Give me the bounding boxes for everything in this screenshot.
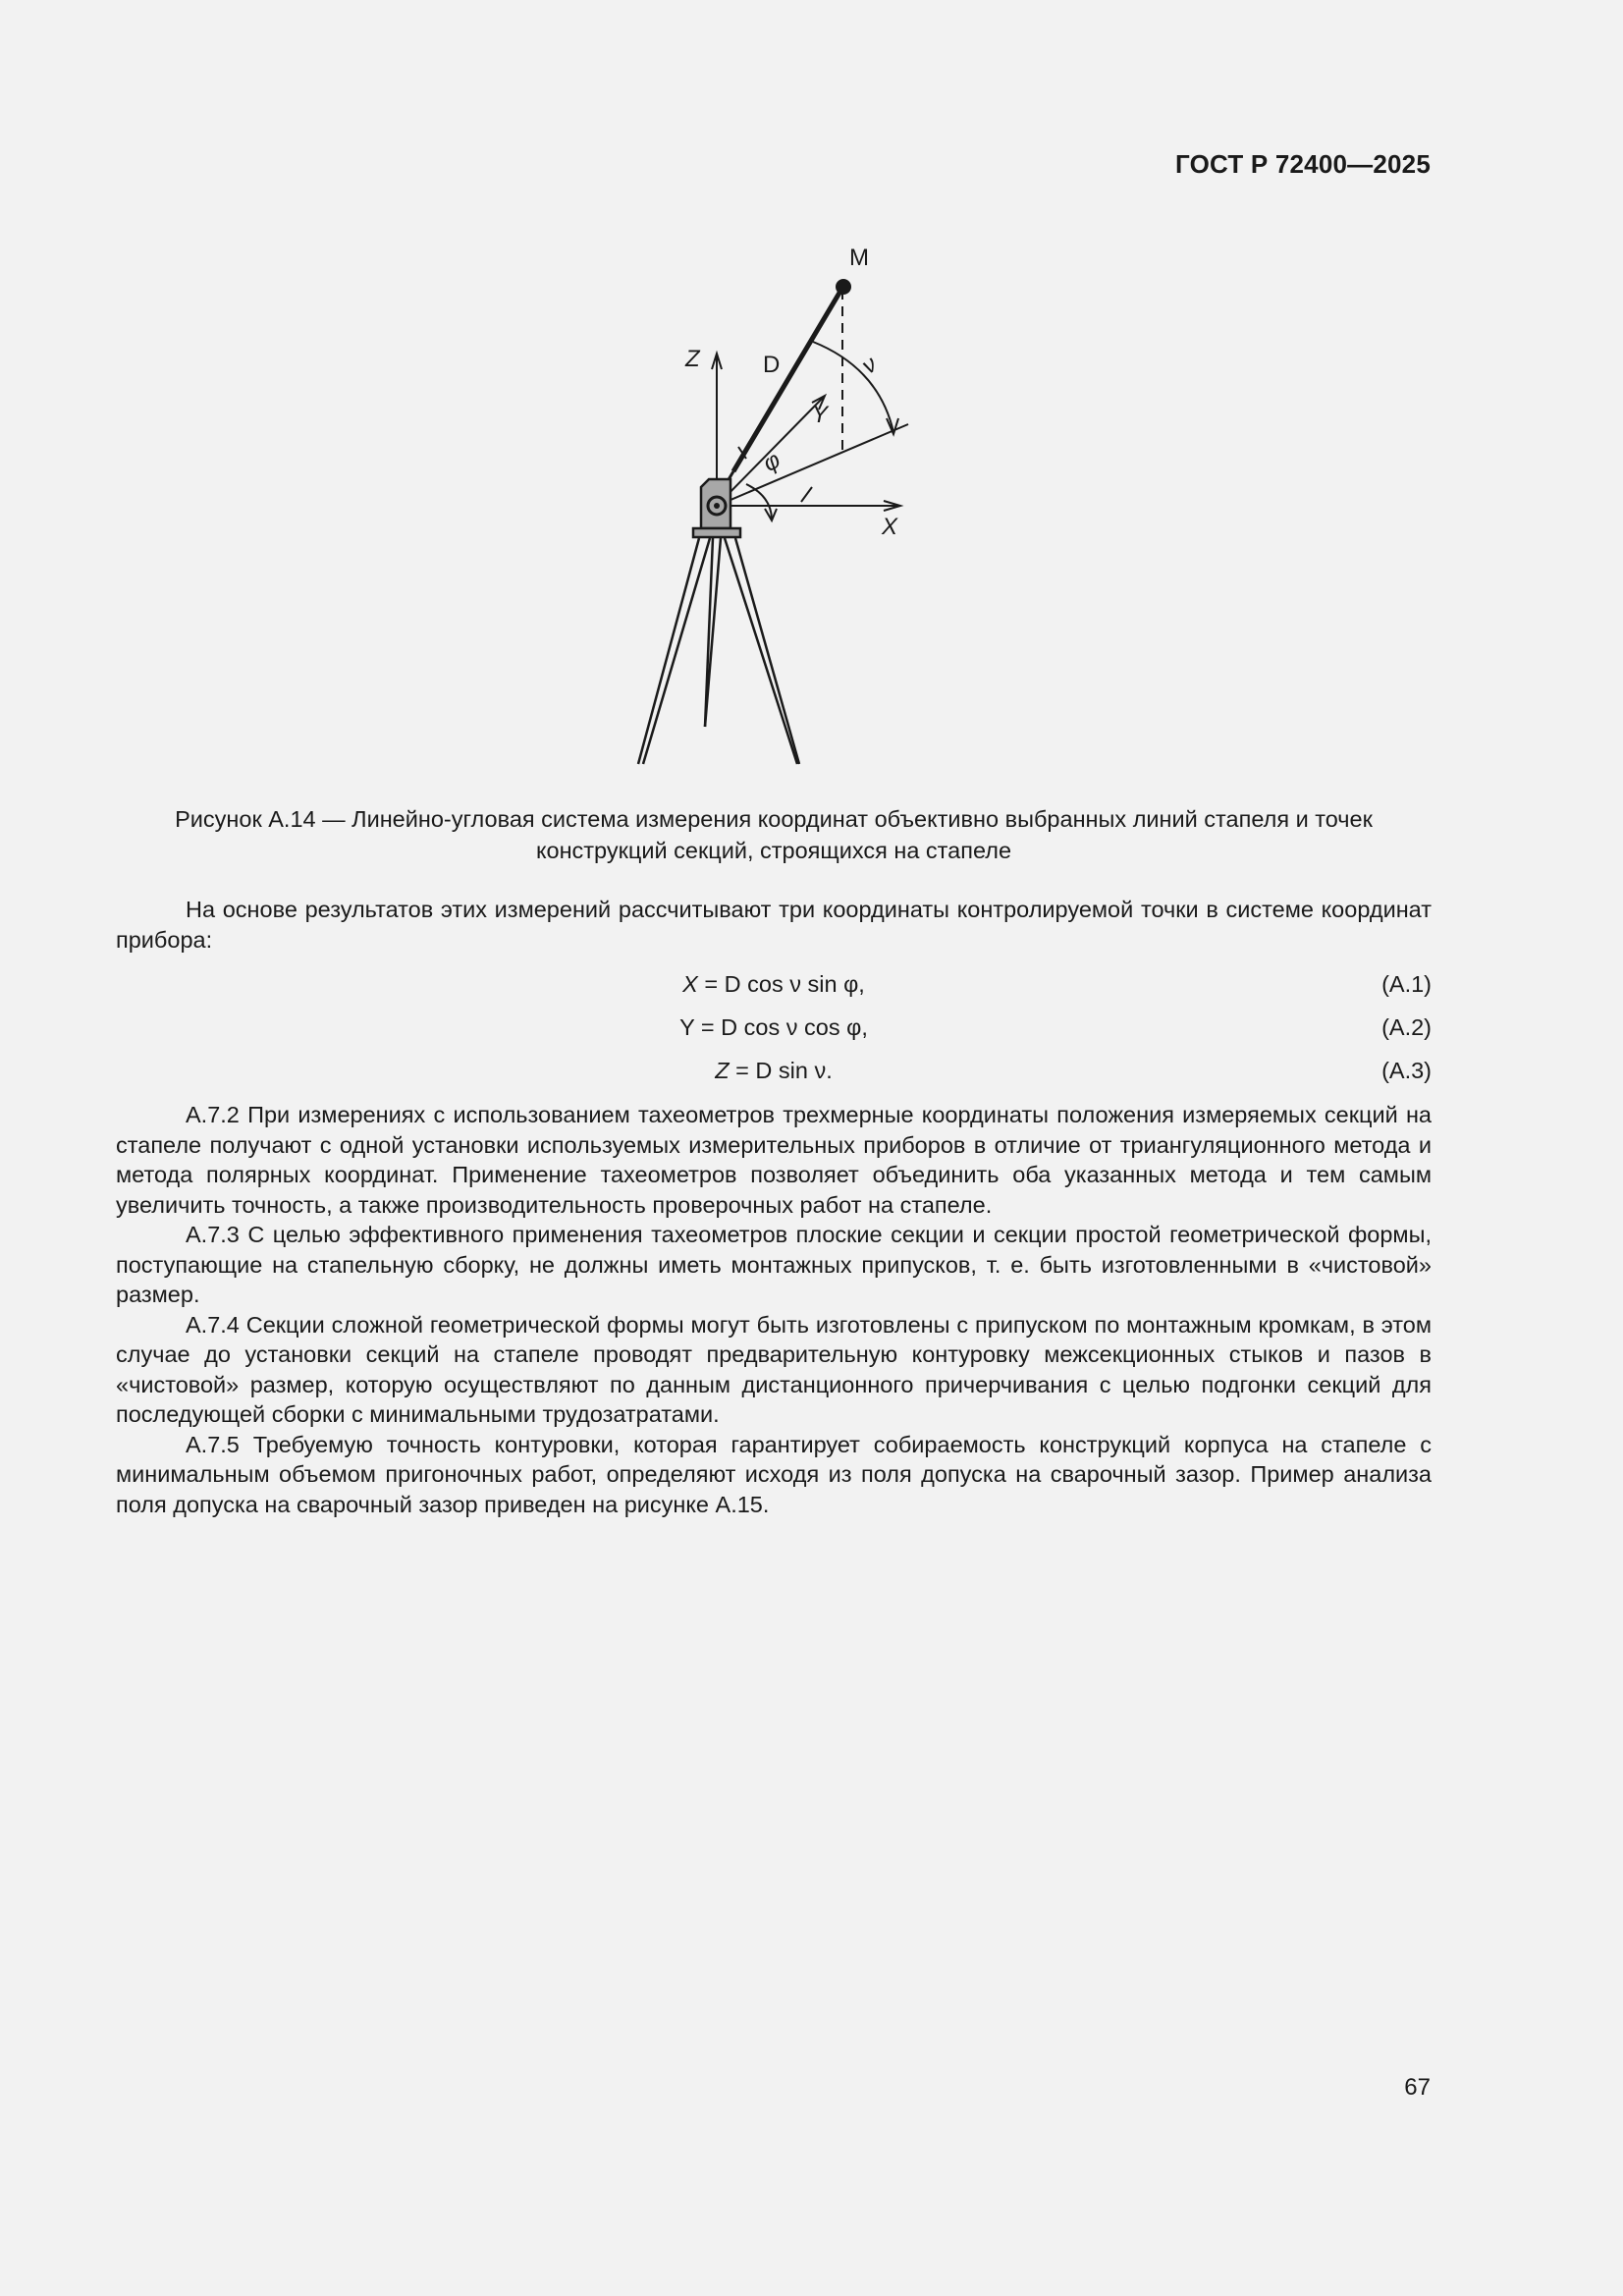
formula-variable: Z: [715, 1058, 730, 1083]
caption-line-2: конструкций секций, строящихся на стапеле: [535, 838, 1012, 863]
paragraph-a-7-5: А.7.5 Требуемую точность контуровки, которая гарантирует собираемость конструкций корпуса на стапеле с минимальным объемом пригоночных работ, определяют исходя из поля допуска на сварочный зазор. Пример анализа поля допуска на сварочный зазор приведен на рисунке А.15.: [116, 1431, 1432, 1517]
point-m: [836, 279, 851, 295]
formula-expression: [116, 969, 1432, 999]
figure-caption: [116, 803, 1432, 866]
label-phi: φ: [758, 446, 785, 477]
formula-a2: [116, 1012, 1432, 1056]
document-header: ГОСТ Р 72400—2025: [1175, 149, 1431, 179]
formula-rhs: = D cos ν sin φ,: [697, 971, 865, 997]
formula-number: (А.2): [1381, 1014, 1432, 1040]
intro-text: На основе результатов этих измерений рассчитывают три координаты контролируемой точки в системе координат прибора:: [116, 897, 1432, 953]
label-y: Y: [812, 402, 829, 428]
body-paragraphs: [116, 1100, 1432, 1519]
paragraph-a-7-3: А.7.3 С целью эффективного применения тахеометров плоские секции и секции простой геометрической формы, поступающие на стапельную сборку, не должны иметь монтажных припусков, т. е. быть изготовленными в «чистовой» размер.: [116, 1222, 1432, 1307]
lens-center: [714, 503, 720, 509]
formula-expression: [116, 1056, 1432, 1085]
formula-block: [116, 969, 1432, 1099]
formula-number: (А.1): [1381, 971, 1432, 997]
projection-line: [717, 424, 908, 506]
formula-variable: Y: [679, 1014, 695, 1040]
formula-rhs: = D sin ν.: [729, 1058, 833, 1083]
formula-a3: [116, 1056, 1432, 1099]
paragraph-a-7-4: А.7.4 Секции сложной геометрической формы могут быть изготовлены с припуском по монтажным кромкам, в этом случае до установки секций на стапеле проводят предварительную контуровку межсекционных стыков и пазов в «чистовой» размер, которую осуществляют по данным дистанционного причерчивания с целью подгонки секций для последующей сборки с минимальными трудозатратами.: [116, 1311, 1432, 1427]
instrument-base: [693, 528, 740, 537]
label-x: X: [882, 514, 898, 540]
tripod: [638, 538, 799, 764]
label-z: Z: [685, 346, 700, 372]
formula-a1: [116, 969, 1432, 1012]
theodolite-figure: [609, 231, 943, 776]
label-d: D: [763, 352, 781, 378]
formula-number: (А.3): [1381, 1058, 1432, 1083]
paragraph-a-7-2: А.7.2 При измерениях с использованием тахеометров трехмерные координаты положения измеряемых секций на стапеле получают с одной установки используемых измерительных приборов в отличие от триангуляционного метода и метода полярных координат. Применение тахеометров позволяет объединить оба указанных метода и тем самым увеличить точность, а также производительность проверочных работ на стапеле.: [116, 1102, 1432, 1218]
tick-mark: [801, 487, 812, 502]
label-m: M: [849, 245, 869, 271]
formula-rhs: = D cos ν cos φ,: [694, 1014, 868, 1040]
label-nu: ν: [856, 351, 883, 380]
caption-line-1: Рисунок А.14 — Линейно-угловая система измерения координат объективно выбранных линий стапеля и точек: [175, 806, 1373, 832]
formula-variable: X: [682, 971, 698, 997]
line-of-sight-d: [733, 288, 842, 471]
page-number: 67: [1404, 2074, 1431, 2101]
theodolite-diagram: [609, 231, 943, 776]
intro-paragraph: [116, 895, 1432, 955]
formula-expression: [116, 1012, 1432, 1042]
